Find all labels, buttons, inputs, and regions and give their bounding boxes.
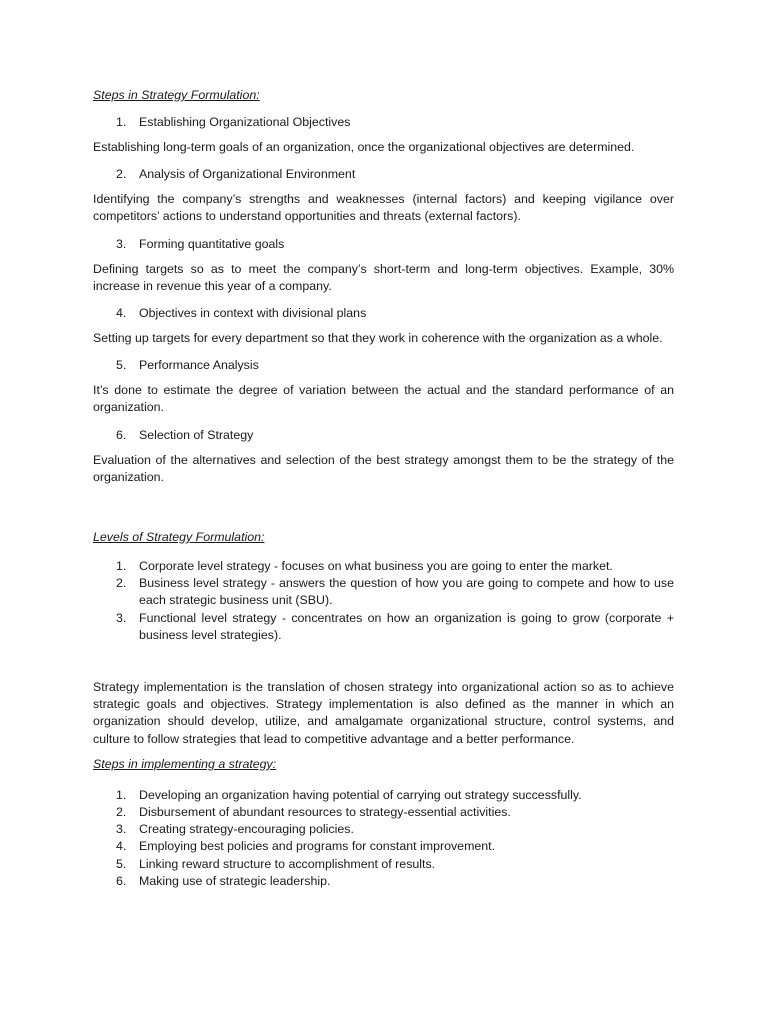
list-text: Corporate level strategy - focuses on what business you are going to enter the market. bbox=[139, 559, 613, 574]
step-description: Identifying the company’s strengths and weaknesses (internal factors) and keeping vigilance over competitors’ actions to understand opportunities and threats (external factors). bbox=[93, 192, 674, 224]
step-number: 5. bbox=[116, 358, 127, 373]
formulation-step-1 bbox=[93, 114, 674, 156]
list-item bbox=[93, 610, 674, 644]
list-text: Linking reward structure to accomplishment of results. bbox=[139, 856, 436, 871]
list-number: 1. bbox=[116, 559, 127, 574]
step-number: 6. bbox=[116, 427, 127, 442]
list-item bbox=[93, 787, 674, 804]
list-number: 2. bbox=[116, 805, 127, 820]
list-number: 3. bbox=[116, 822, 127, 837]
step-title: Establishing Organizational Objectives bbox=[139, 115, 351, 129]
list-item bbox=[93, 804, 674, 821]
formulation-step-3 bbox=[93, 236, 674, 295]
list-item bbox=[93, 575, 674, 609]
step-number: 2. bbox=[116, 167, 127, 182]
step-title: Analysis of Organizational Environment bbox=[139, 167, 356, 182]
list-item bbox=[93, 838, 674, 855]
step-title: Selection of Strategy bbox=[139, 427, 254, 442]
list-number: 1. bbox=[116, 787, 127, 802]
step-number: 1. bbox=[116, 115, 127, 129]
list-item bbox=[93, 558, 674, 575]
step-description: Setting up targets for every department so that they work in coherence with the organization as a whole. bbox=[93, 331, 663, 346]
formulation-step-2 bbox=[93, 166, 674, 225]
list-text: Disbursement of abundant resources to strategy-essential activities. bbox=[139, 805, 511, 820]
list-text: Making use of strategic leadership. bbox=[139, 873, 331, 888]
implementation-paragraph: Strategy implementation is the translation of chosen strategy into organizational action so as to achieve strategic goals and objectives. Strategy implementation is also defined as the manner in which an organization should develop, utilize, and amalgamate organizational structure, control systems, and culture to follow strategies that lead to competitive advantage and a better performance. bbox=[93, 680, 674, 746]
list-number: 6. bbox=[116, 873, 127, 888]
step-title: Objectives in context with divisional plans bbox=[139, 306, 367, 321]
step-title: Performance Analysis bbox=[139, 358, 259, 373]
step-description: Defining targets so as to meet the company’s short-term and long-term objectives. Example, 30% increase in revenue this year of a company. bbox=[93, 261, 674, 293]
formulation-heading: Steps in Strategy Formulation: bbox=[93, 88, 260, 102]
step-description: It’s done to estimate the degree of variation between the actual and the standard performance of an organization. bbox=[93, 383, 674, 415]
list-text: Business level strategy - answers the question of how you are going to compete and how to use each strategic business unit (SBU). bbox=[139, 576, 674, 608]
levels-heading: Levels of Strategy Formulation: bbox=[93, 530, 265, 545]
implementation-heading: Steps in implementing a strategy: bbox=[93, 756, 277, 771]
list-number: 3. bbox=[116, 610, 127, 625]
step-title: Forming quantitative goals bbox=[139, 236, 285, 251]
step-number: 3. bbox=[116, 236, 127, 251]
list-number: 5. bbox=[116, 856, 127, 871]
list-text: Creating strategy-encouraging policies. bbox=[139, 822, 354, 837]
list-number: 2. bbox=[116, 576, 127, 591]
list-text: Functional level strategy - concentrates on how an organization is going to grow (corporate + business level strategies). bbox=[139, 610, 674, 642]
list-item bbox=[93, 856, 674, 873]
formulation-step-5 bbox=[93, 357, 674, 416]
list-item bbox=[93, 821, 674, 838]
step-number: 4. bbox=[116, 306, 127, 321]
formulation-step-4 bbox=[93, 305, 674, 347]
step-description: Establishing long-term goals of an organization, once the organizational objectives are determined. bbox=[93, 140, 635, 154]
list-text: Employing best policies and programs for constant improvement. bbox=[139, 839, 496, 854]
levels-list bbox=[93, 558, 674, 644]
list-text: Developing an organization having potential of carrying out strategy successfully. bbox=[139, 787, 582, 802]
list-item bbox=[93, 873, 674, 890]
step-description: Evaluation of the alternatives and selection of the best strategy amongst them to be the strategy of the organization. bbox=[93, 452, 674, 484]
list-number: 4. bbox=[116, 839, 127, 854]
implementation-list bbox=[93, 787, 674, 890]
formulation-step-6 bbox=[93, 427, 674, 486]
